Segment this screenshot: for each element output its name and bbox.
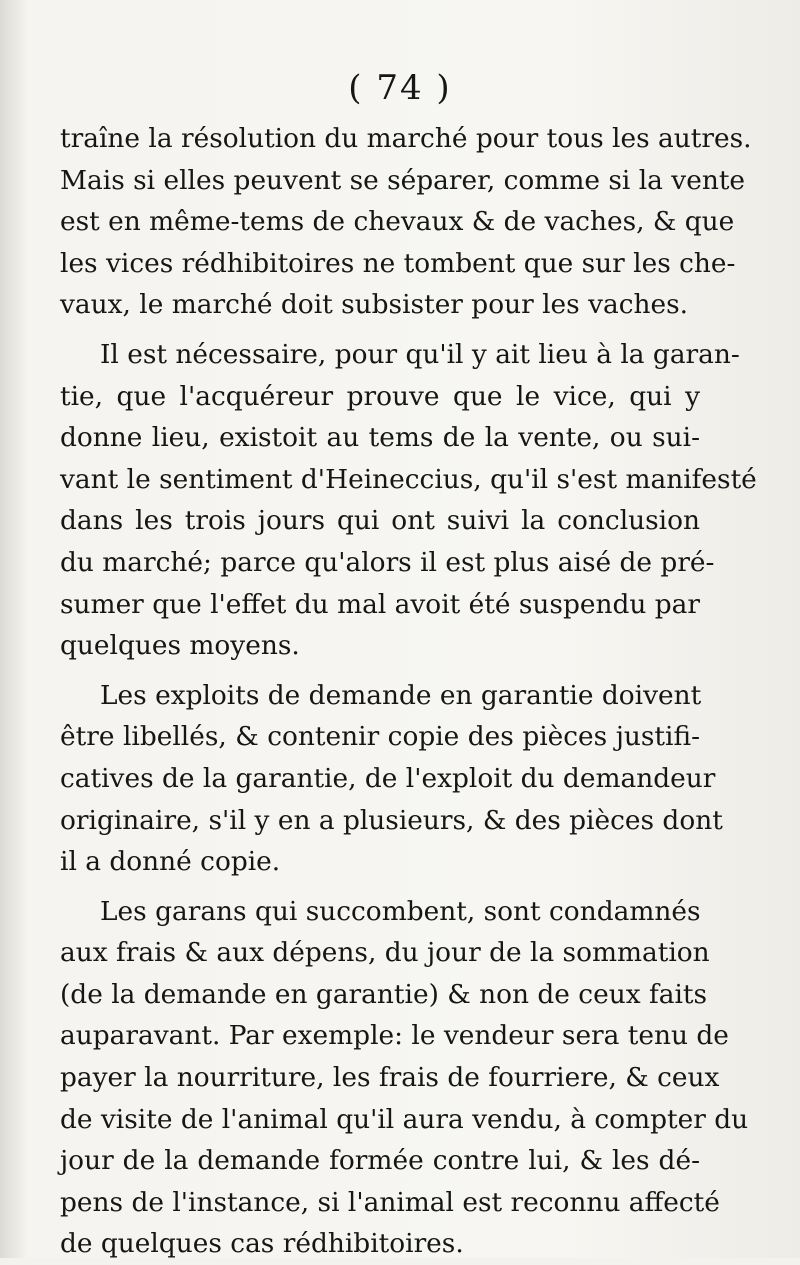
text-line: vant le sentiment d'Heineccius, qu'il s'est manifesté <box>60 463 757 495</box>
text-line: Les exploits de demande en garantie doivent <box>100 679 702 711</box>
text-line: vaux, le marché doit subsister pour les vaches. <box>60 289 689 321</box>
text-line: sumer que l'effet du mal avoit été suspendu par <box>60 588 700 620</box>
text-line: pens de l'instance, si l'animal est reconnu affecté <box>60 1186 720 1218</box>
text-line: de quelques cas rédhibitoires. <box>60 1228 464 1260</box>
text-line: les vices rédhibitoires ne tombent que sur les che- <box>60 247 736 279</box>
text-line: donne lieu, existoit au tems de la vente, ou sui- <box>60 422 700 454</box>
text-line: est en même-tems de chevaux & de vaches, & que <box>60 206 735 238</box>
text-line: Il est nécessaire, pour qu'il y ait lieu à la garan- <box>100 338 740 370</box>
text-line: tie, que l'acquéreur prouve que le vice, qui y <box>60 380 700 412</box>
text-line: catives de la garantie, de l'exploit du demandeur <box>60 762 716 794</box>
page-text <box>60 118 757 1265</box>
text-line: du marché; parce qu'alors il est plus aisé de pré- <box>60 546 715 578</box>
text-line: (de la demande en garantie) & non de ceux faits <box>60 978 708 1010</box>
text-line: payer la nourriture, les frais de fourriere, & ceux <box>60 1062 720 1094</box>
text-line: Mais si elles peuvent se séparer, comme si la vente <box>60 164 746 196</box>
text-line: il a donné copie. <box>60 846 281 878</box>
text-line: aux frais & aux dépens, du jour de la sommation <box>60 937 710 969</box>
page-number: ( 74 ) <box>348 68 452 108</box>
text-line: originaire, s'il y en a plusieurs, & des pièces dont <box>60 804 723 836</box>
text-line: quelques moyens. <box>60 630 300 662</box>
text-line: dans les trois jours qui ont suivi la conclusion <box>60 505 700 537</box>
text-line: auparavant. Par exemple: le vendeur sera tenu de <box>60 1020 729 1052</box>
text-line: traîne la résolution du marché pour tous les autres. <box>60 123 752 154</box>
text-line: de visite de l'animal qu'il aura vendu, à compter du <box>60 1103 749 1135</box>
text-line: jour de la demande formée contre lui, & les dé- <box>60 1145 700 1177</box>
text-line: Les garans qui succombent, sont condamnés <box>100 895 701 927</box>
text-line: être libellés, & contenir copie des pièces justifi- <box>60 721 700 753</box>
